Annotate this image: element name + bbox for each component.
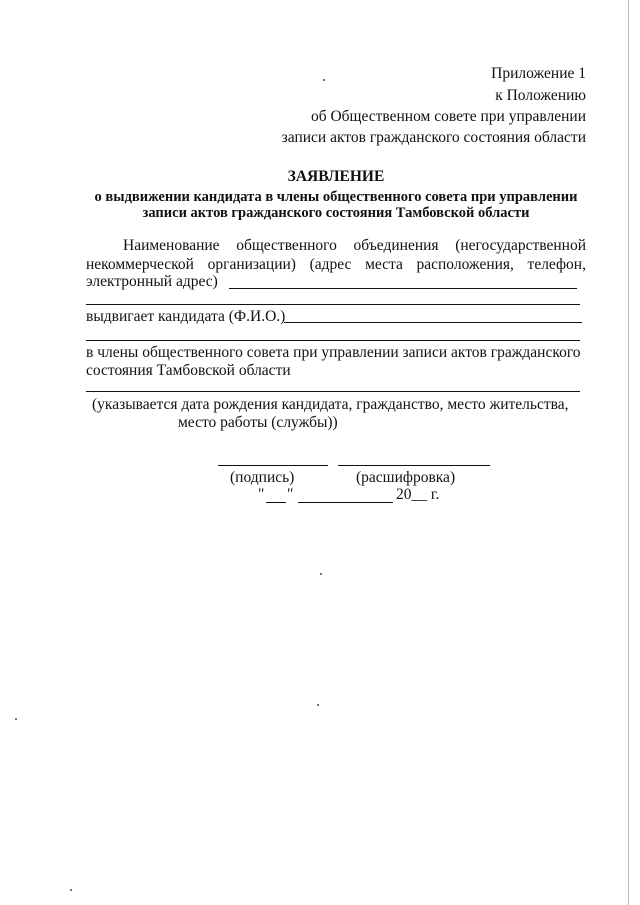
scan-speck	[15, 718, 17, 720]
scan-speck	[317, 704, 319, 706]
org-word: общественного	[236, 237, 337, 254]
date-quote-open: "	[258, 486, 265, 503]
signature-label: (подпись)	[230, 469, 295, 486]
scan-speck	[320, 573, 322, 575]
date-day-field-line	[266, 502, 286, 503]
org-word: места	[365, 256, 403, 273]
membership-text-line2: состояния Тамбовской области	[86, 362, 291, 379]
signature-field-line	[218, 465, 328, 466]
date-month-field-line	[298, 502, 393, 503]
nominate-label: выдвигает кандидата (Ф.И.О.)	[86, 308, 286, 325]
page-edge	[628, 0, 629, 905]
membership-text-line1: в члены общественного совета при управлении записи актов гражданского	[86, 344, 581, 361]
transcript-field-line	[338, 465, 490, 466]
org-info-field-line	[229, 288, 577, 289]
document-subtitle-line1: о выдвижении кандидата в члены общественного совета при управлении	[94, 189, 578, 205]
document-subtitle-line2: записи актов гражданского состояния Тамбовской области	[142, 205, 530, 221]
date-year: 20__ г.	[396, 486, 440, 503]
appendix-ref: к Положению	[495, 87, 586, 104]
org-word: организации)	[207, 256, 296, 273]
appendix-ref-registry: записи актов гражданского состояния области	[281, 129, 586, 146]
org-word: телефон,	[527, 256, 586, 273]
candidate-name-field-line	[284, 322, 582, 323]
scan-speck	[323, 79, 325, 81]
org-word: некоммерческой	[86, 256, 194, 273]
scan-speck	[70, 889, 72, 891]
appendix-number: Приложение 1	[491, 65, 586, 82]
appendix-ref-council: об Общественном совете при управлении	[310, 108, 586, 125]
candidate-details-field-line	[86, 391, 580, 392]
org-word: (адрес	[309, 256, 352, 273]
transcript-label: (расшифровка)	[356, 469, 456, 486]
org-name-line1	[123, 236, 586, 255]
document-title: ЗАЯВЛЕНИЕ	[287, 168, 385, 185]
org-info-field-line-2	[86, 304, 580, 305]
org-word: Наименование	[123, 237, 220, 254]
email-label: электронный адрес)	[86, 273, 218, 290]
candidate-details-note-line2: место работы (службы))	[178, 414, 338, 431]
candidate-details-note-line1: (указывается дата рождения кандидата, гражданство, место жительства,	[92, 396, 569, 413]
date-quote-close: "	[287, 486, 294, 503]
org-word: (негосударственной	[455, 237, 586, 254]
candidate-name-field-line-2	[86, 340, 580, 341]
org-word: расположения,	[416, 256, 514, 273]
org-word: объединения	[353, 237, 439, 254]
